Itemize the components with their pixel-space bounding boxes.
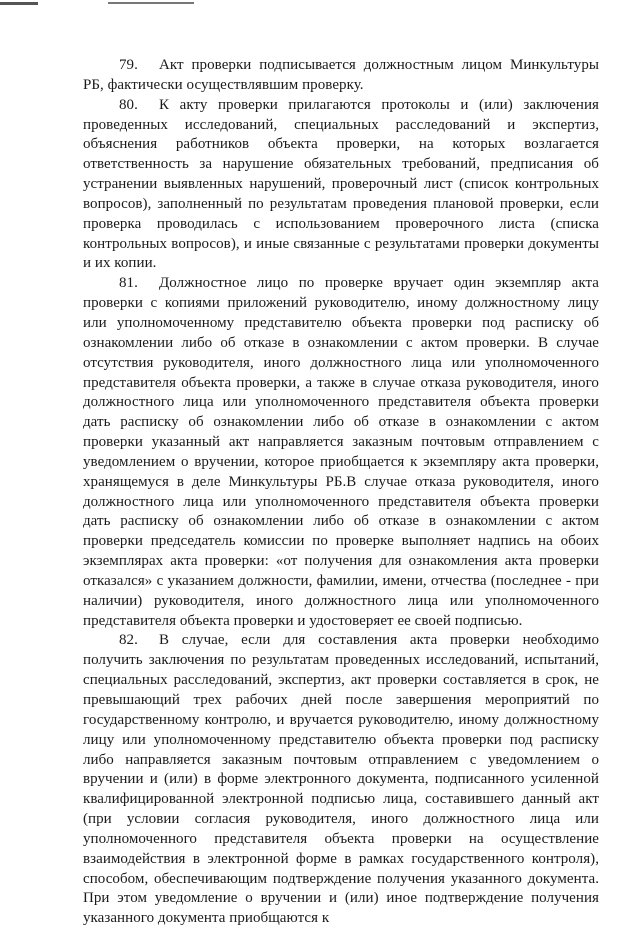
scan-artifact-right (108, 2, 194, 4)
scan-artifact-left (0, 2, 38, 5)
paragraph-number: 80. (119, 96, 138, 113)
paragraph-text: Должностное лицо по проверке вручает один экземпляр акта проверки с копиями приложений руководителю, иному должностному лицу или уполномоченному представителю объекта проверки под расписку об ознакомлении либо об отказе в ознакомлении с актом проверки. В случае отсутствия руководителя, иного должностного лица или уполномоченного представителя объекта проверки, а также в случае отказа руководителя, иного должностного лица или уполномоченного представителя объекта проверки дать расписку об ознакомлении либо об отказе в ознакомлении с актом проверки указанный акт направляется заказным почтовым отправлением с уведомлением о вручении, которое приобщается к экземпляру акта проверки, хранящемуся в деле Минкультуры РБ.В случае отказа руководителя, иного должностного лица или уполномоченного представителя объекта проверки дать расписку об ознакомлении либо об отказе в ознакомлении с актом проверки председатель комиссии по проверке выполняет надпись на обоих экземплярах акта проверки: «от получения для ознакомления акта проверки отказался» с указанием должности, фамилии, имени, отчества (последнее - при наличии) руководителя, иного должностного лица или уполномоченного представителя объекта проверки и удостоверяет ее своей подписью. (83, 275, 599, 629)
paragraph-80 (83, 96, 599, 275)
paragraph-number: 79. (119, 57, 138, 73)
document-page (83, 56, 599, 929)
paragraph-text: В случае, если для составления акта проверки необходимо получить заключения по результатам проведенных исследований, испытаний, специальных расследований, экспертиз, акт проверки составляется в срок, не превышающий трех рабочих дней после завершения мероприятий по государственному контролю, и вручается руководителю, иному должностному лицу или уполномоченному представителю объекта проверки под расписку либо направляется заказным почтовым отправлением с уведомлением о вручении и (или) в форме электронного документа, подписанного усиленной квалифицированной электронной подписью лица, составившего данный акт (при условии согласия руководителя, иного должностного лица или уполномоченного представителя объекта проверки на осуществление взаимодействия в электронной форме в рамках государственного контроля), способом, обеспечивающим подтверждение получения указанного документа. При этом уведомление о вручении и (или) иное подтверждение получения указанного документа приобщаются к (83, 632, 599, 927)
paragraph-number: 82. (119, 632, 138, 649)
paragraph-82 (83, 631, 599, 929)
paragraph-number: 81. (119, 275, 138, 292)
paragraph-text: К акту проверки прилагаются протоколы и (или) заключения проведенных исследований, специальных расследований и экспертиз, объяснения работников объекта проверки, на которых возлагается ответственность за нарушение обязательных требований, предписания об устранении выявленных нарушений, проверочный лист (список контрольных вопросов), заполненный по результатам проведения плановой проверки, если проверка проводилась с использованием проверочного листа (списка контрольных вопросов), и иные связанные с результатами проверки документы и их копии. (83, 96, 599, 272)
paragraph-text: Акт проверки подписывается должностным лицом Минкультуры РБ, фактически осуществлявшим проверку. (83, 57, 599, 93)
paragraph-81 (83, 274, 599, 631)
paragraph-79 (83, 56, 599, 96)
